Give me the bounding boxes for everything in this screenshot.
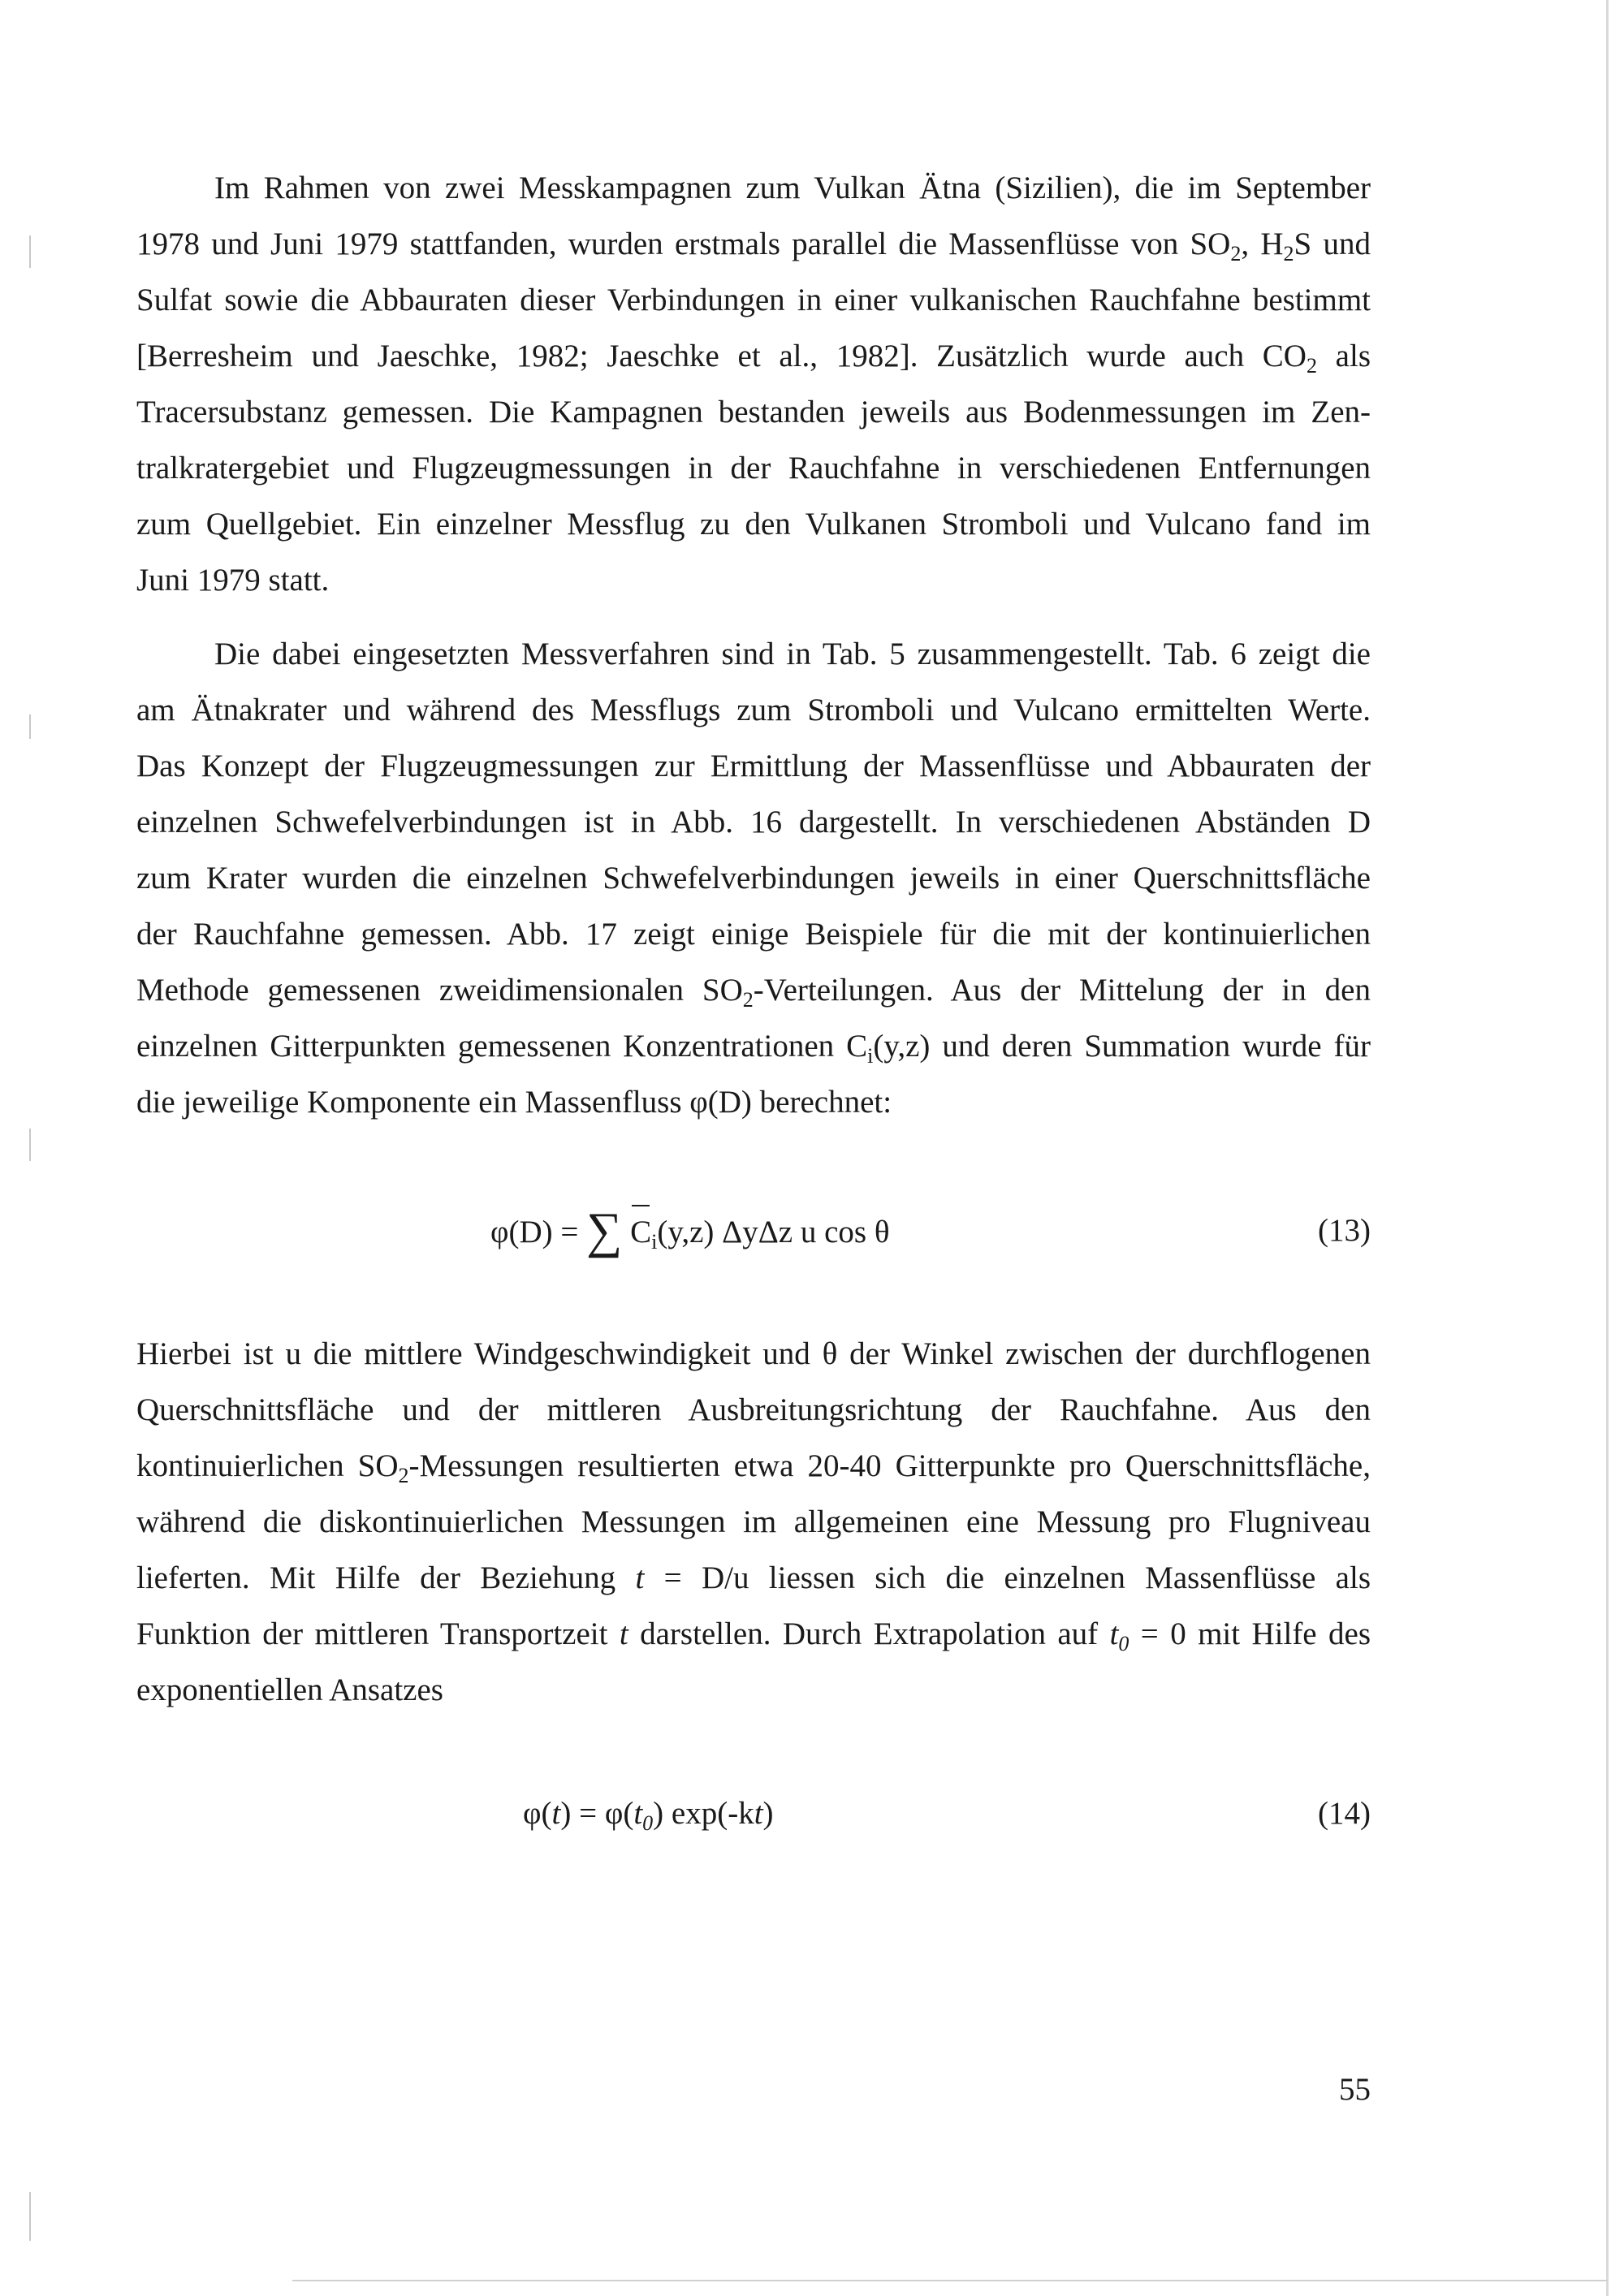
- text-line: Tracersubstanz gemessen. Die Kampagnen bestanden jeweils aus Bodenmessungen im Zen-: [136, 395, 1371, 429]
- text-line: exponentiellen Ansatzes: [136, 1672, 443, 1707]
- scan-edge-left: [29, 2192, 31, 2241]
- text-line: Die dabei eingesetzten Messverfahren sind in Tab. 5 zusammengestellt. Tab. 6 zeigt die: [214, 637, 1371, 671]
- text-line: lieferten. Mit Hilfe der Beziehung t = D/u liessen sich die einzelnen Massenflüsse als: [136, 1560, 1371, 1595]
- text-line: Im Rahmen von zwei Messkampagnen zum Vulkan Ätna (Sizilien), die im September: [214, 170, 1371, 205]
- scan-edge-left: [29, 235, 31, 268]
- text-line: Methode gemessenen zweidimensionalen $SO_2$-Verteilungen. Aus der Mittelung der in den: [136, 973, 1371, 1012]
- text-line: Sulfat sowie die Abbauraten dieser Verbindungen in einer vulkanischen Rauchfahne bestimmt: [136, 283, 1371, 317]
- text-line: 1978 und Juni 1979 stattfanden, wurden erstmals parallel die Massenflüsse von $SO_2$, $H_2S$ und: [136, 227, 1371, 265]
- page-number: 55: [1339, 2072, 1371, 2107]
- text-line: Hierbei ist u die mittlere Windgeschwindigkeit und θ der Winkel zwischen der durchflogenen: [136, 1336, 1371, 1371]
- scan-edge-right: [1606, 0, 1609, 2296]
- equation-13: φ(D) = ∑ $C_i(y,z)$ ΔyΔz u cos θ: [490, 1203, 890, 1258]
- text-line: Juni 1979 statt.: [136, 563, 330, 598]
- equation-number-14: (14): [1318, 1796, 1371, 1831]
- text-line: einzelnen Gitterpunkten gemessenen Konzentrationen $C_i(y,z)$ und deren Summation wurde für: [136, 1029, 1371, 1068]
- text-line: der Rauchfahne gemessen. Abb. 17 zeigt einige Beispiele für die mit der kontinuierlichen: [136, 917, 1371, 952]
- sigma-symbol: ∑: [586, 1203, 623, 1258]
- text-line: tralkratergebiet und Flugzeugmessungen in der Rauchfahne in verschiedenen Entfernungen: [136, 451, 1371, 486]
- mean-concentration: C: [630, 1208, 651, 1257]
- scan-edge-left: [29, 1129, 31, 1161]
- text-line: zum Quellgebiet. Ein einzelner Messflug zu den Vulkanen Stromboli und Vulcano fand im: [136, 507, 1371, 542]
- scan-edge-left: [29, 714, 31, 739]
- text-line: einzelnen Schwefelverbindungen ist in Abb. 16 dargestellt. In verschiedenen Abständen D: [136, 805, 1371, 839]
- equation-number-13: (13): [1318, 1213, 1371, 1248]
- text-line: [Berresheim und Jaeschke, 1982; Jaeschke et al., 1982]. Zusätzlich wurde auch $CO_2$ als: [136, 339, 1371, 378]
- text-line: zum Krater wurden die einzelnen Schwefelverbindungen jeweils in einer Querschnittsfläche: [136, 861, 1371, 896]
- text-line: Das Konzept der Flugzeugmessungen zur Ermittlung der Massenflüsse und Abbauraten der: [136, 749, 1371, 783]
- text-line: am Ätnakrater und während des Messflugs zum Stromboli und Vulcano ermittelten Werte.: [136, 693, 1371, 727]
- text-line: Funktion der mittleren Transportzeit t darstellen. Durch Extrapolation auf $t_0 = 0$ mit Hilfe des: [136, 1616, 1371, 1655]
- text-line: während die diskontinuierlichen Messungen im allgemeinen eine Messung pro Flugniveau: [136, 1504, 1371, 1539]
- text-line: Querschnittsfläche und der mittleren Ausbreitungsrichtung der Rauchfahne. Aus den: [136, 1392, 1371, 1427]
- equation-14: $\varphi(t) = \varphi(t_0)$ exp(-kt): [523, 1796, 774, 1835]
- text-line: kontinuierlichen $SO_2$-Messungen resultierten etwa 20-40 Gitterpunkte pro Querschnittsfläche,: [136, 1448, 1371, 1487]
- text-line: die jeweilige Komponente ein Massenfluss φ(D) berechnet:: [136, 1085, 892, 1120]
- scan-edge-bottom: [292, 2280, 1608, 2281]
